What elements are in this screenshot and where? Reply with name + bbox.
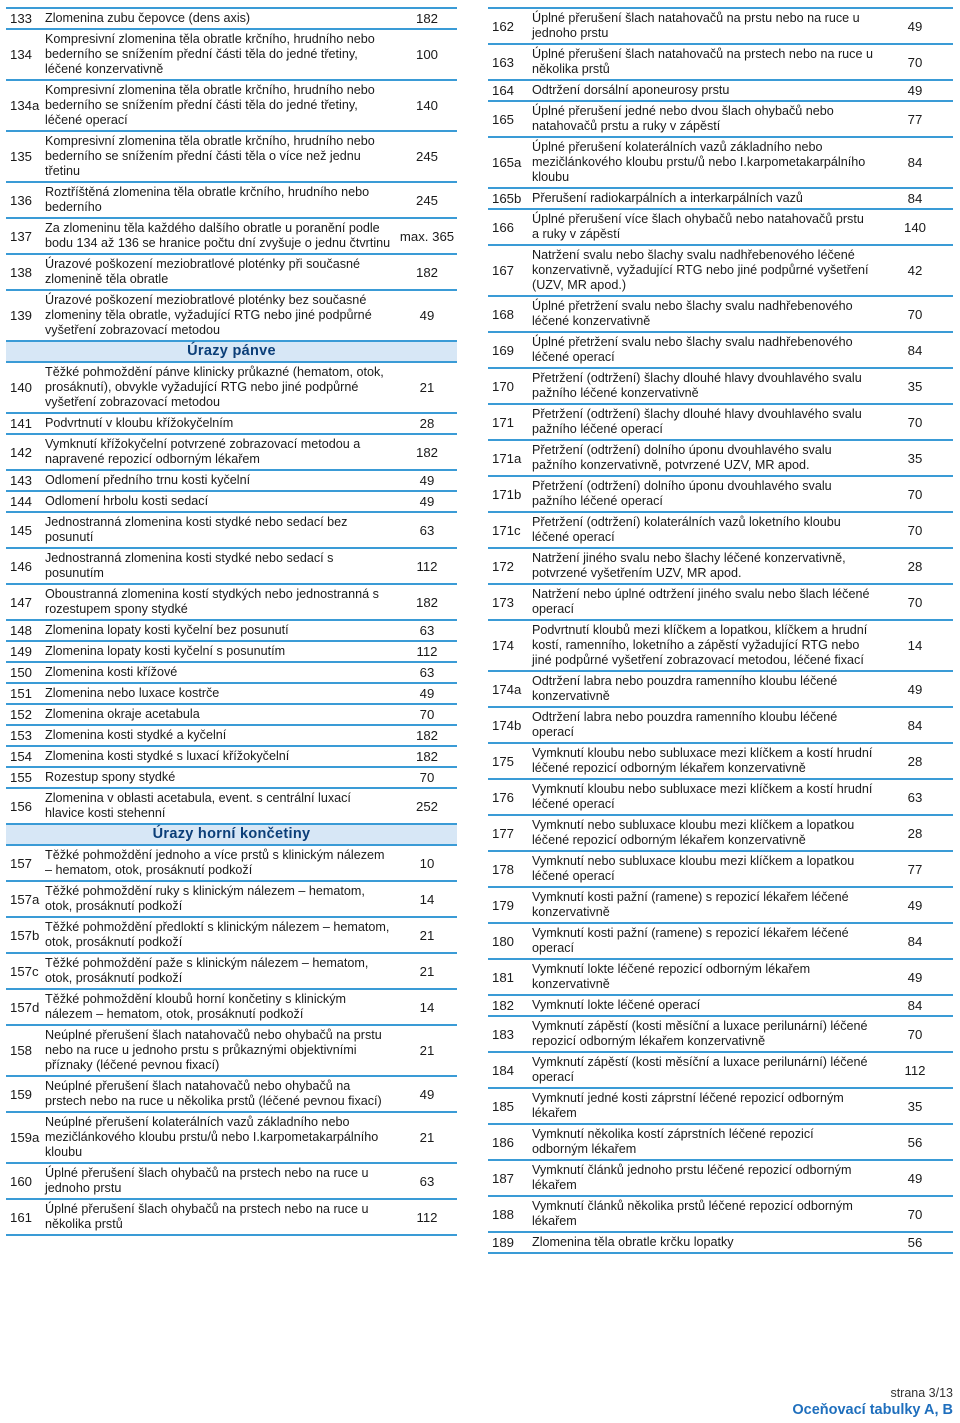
item-number: 187 (488, 1160, 530, 1196)
item-description: Úplné přerušení šlach natahovačů na prstu nebo na ruce u jednoho prstu (530, 8, 877, 44)
item-number: 166 (488, 209, 530, 245)
section-row (6, 341, 457, 362)
item-description: Odlomení hrbolu kosti sedací (43, 491, 397, 512)
item-days: 245 (397, 131, 457, 182)
item-number: 160 (6, 1163, 43, 1199)
item-description: Odtržení dorsální aponeurosy prstu (530, 80, 877, 101)
item-days: 63 (397, 512, 457, 548)
item-days: 84 (877, 332, 953, 368)
table-row (6, 620, 457, 641)
table-row (488, 101, 953, 137)
item-days: 28 (877, 743, 953, 779)
item-days: 56 (877, 1232, 953, 1253)
item-number: 139 (6, 290, 43, 341)
document-title: Oceňovací tabulky A, B (792, 1402, 953, 1418)
item-number: 188 (488, 1196, 530, 1232)
item-number: 163 (488, 44, 530, 80)
item-days: 84 (877, 188, 953, 209)
item-description: Těžké pohmoždění kloubů horní končetiny s klinickým nálezem – hematom, otok, prosáknutí podkoží (43, 989, 397, 1025)
item-days: 84 (877, 995, 953, 1016)
item-days: 70 (397, 767, 457, 788)
item-number: 143 (6, 470, 43, 491)
table-row (488, 296, 953, 332)
item-days: 56 (877, 1124, 953, 1160)
item-days: 100 (397, 29, 457, 80)
section-heading: Úrazy pánve (6, 341, 457, 362)
item-days: 112 (877, 1052, 953, 1088)
item-description: Kompresivní zlomenina těla obratle krčního, hrudního nebo bederního se snížením přední části těla do jedné třetiny, léčené operací (43, 80, 397, 131)
item-number: 145 (6, 512, 43, 548)
item-number: 153 (6, 725, 43, 746)
item-days: 14 (397, 989, 457, 1025)
table-row (488, 404, 953, 440)
item-description: Vymknutí zápěstí (kosti měsíční a luxace perilunární) léčené repozicí odborným lékařem konzervativně (530, 1016, 877, 1052)
item-days: 245 (397, 182, 457, 218)
item-days: max. 365 (397, 218, 457, 254)
table-row (488, 188, 953, 209)
right-column (488, 7, 953, 1254)
item-number: 175 (488, 743, 530, 779)
item-description: Neúplné přerušení šlach natahovačů nebo ohybačů na prstech nebo na ruce u několika prstů (léčené pevnou fixací) (43, 1076, 397, 1112)
table-row (488, 137, 953, 188)
item-days: 49 (397, 290, 457, 341)
item-description: Úrazové poškození meziobratlové ploténky při současné zlomenině těla obratle (43, 254, 397, 290)
item-description: Odlomení předního trnu kosti kyčelní (43, 470, 397, 491)
item-number: 180 (488, 923, 530, 959)
table-row (488, 1052, 953, 1088)
item-days: 63 (397, 1163, 457, 1199)
table-row (6, 953, 457, 989)
item-number: 134 (6, 29, 43, 80)
item-description: Vymknutí lokte léčené operací (530, 995, 877, 1016)
table-row (6, 881, 457, 917)
table-row (488, 245, 953, 296)
item-days: 70 (877, 44, 953, 80)
item-description: Úplné přetržení svalu nebo šlachy svalu nadhřebenového léčené operací (530, 332, 877, 368)
table-row (6, 1025, 457, 1076)
section-heading: Úrazy horní končetiny (6, 824, 457, 845)
table-row (6, 434, 457, 470)
item-number: 136 (6, 182, 43, 218)
item-days: 49 (877, 1160, 953, 1196)
item-days: 49 (877, 887, 953, 923)
table-row (6, 1076, 457, 1112)
item-days: 35 (877, 368, 953, 404)
item-description: Úrazové poškození meziobratlové ploténky bez současné zlomeniny těla obratle, vyžadující RTG nebo jiné podpůrné vyšetření zobrazovací metodou (43, 290, 397, 341)
item-days: 28 (877, 548, 953, 584)
table-row (6, 470, 457, 491)
item-days: 63 (397, 620, 457, 641)
item-number: 146 (6, 548, 43, 584)
item-days: 182 (397, 254, 457, 290)
item-number: 169 (488, 332, 530, 368)
item-days: 182 (397, 746, 457, 767)
item-days: 21 (397, 1025, 457, 1076)
table-row (6, 1112, 457, 1163)
item-description: Kompresivní zlomenina těla obratle krčního, hrudního nebo bederního se snížením přední části těla do jedné třetiny, léčené konzervativně (43, 29, 397, 80)
table-row (488, 440, 953, 476)
item-days: 112 (397, 1199, 457, 1235)
table-row (6, 767, 457, 788)
table-row (488, 851, 953, 887)
item-description: Vymknutí nebo subluxace kloubu mezi klíčkem a lopatkou léčené repozicí odborným lékařem konzervativně (530, 815, 877, 851)
item-description: Zlomenina lopaty kosti kyčelní bez posunutí (43, 620, 397, 641)
item-description: Zlomenina nebo luxace kostrče (43, 683, 397, 704)
item-description: Za zlomeninu těla každého dalšího obratle u poranění podle bodu 134 až 136 se hranice počtu dní zvyšuje o jednu čtvrtinu (43, 218, 397, 254)
item-number: 144 (6, 491, 43, 512)
item-number: 135 (6, 131, 43, 182)
table-row (6, 548, 457, 584)
item-days: 182 (397, 434, 457, 470)
item-description: Vymknutí kosti pažní (ramene) s repozicí lékařem léčené konzervativně (530, 887, 877, 923)
item-number: 142 (6, 434, 43, 470)
table-row (6, 254, 457, 290)
item-days: 49 (397, 1076, 457, 1112)
item-number: 172 (488, 548, 530, 584)
table-row (488, 995, 953, 1016)
item-description: Zlomenina těla obratle krčku lopatky (530, 1232, 877, 1253)
item-description: Vymknutí článků několika prstů léčené repozicí odborným lékařem (530, 1196, 877, 1232)
item-number: 147 (6, 584, 43, 620)
table-row (488, 80, 953, 101)
table-row (488, 1016, 953, 1052)
item-number: 167 (488, 245, 530, 296)
item-description: Přetržení (odtržení) dolního úponu dvouhlavého svalu pažního léčené operací (530, 476, 877, 512)
item-days: 252 (397, 788, 457, 824)
item-number: 150 (6, 662, 43, 683)
item-days: 63 (397, 662, 457, 683)
table-row (6, 1199, 457, 1235)
table-row (488, 44, 953, 80)
table-row (488, 815, 953, 851)
table-row (6, 8, 457, 29)
table-row (488, 512, 953, 548)
table-row (6, 29, 457, 80)
item-description: Zlomenina kosti křížové (43, 662, 397, 683)
item-days: 112 (397, 641, 457, 662)
item-days: 70 (877, 404, 953, 440)
item-description: Kompresivní zlomenina těla obratle krčního, hrudního nebo bederního se snížením přední části těla o více než jednu třetinu (43, 131, 397, 182)
item-description: Těžké pohmoždění paže s klinickým nálezem – hematom, otok, prosáknutí podkoží (43, 953, 397, 989)
item-description: Přetržení (odtržení) kolaterálních vazů loketního kloubu léčené operací (530, 512, 877, 548)
table-row (6, 290, 457, 341)
right-table (488, 7, 953, 1254)
table-row (6, 1163, 457, 1199)
item-description: Úplné přetržení svalu nebo šlachy svalu nadhřebenového léčené konzervativně (530, 296, 877, 332)
item-days: 28 (397, 413, 457, 434)
item-days: 84 (877, 707, 953, 743)
item-number: 133 (6, 8, 43, 29)
item-description: Neúplné přerušení kolaterálních vazů základního nebo mezičlánkového kloubu prstu/ů nebo I.karpometakarpálního kloubu (43, 1112, 397, 1163)
item-description: Rozestup spony stydké (43, 767, 397, 788)
item-description: Jednostranná zlomenina kosti stydké nebo sedací bez posunutí (43, 512, 397, 548)
table-row (6, 182, 457, 218)
table-row (488, 476, 953, 512)
table-row (6, 989, 457, 1025)
table-row (6, 704, 457, 725)
item-description: Vymknutí kloubu nebo subluxace mezi klíčkem a kostí hrudní léčené repozicí odborným lékařem konzervativně (530, 743, 877, 779)
item-number: 174 (488, 620, 530, 671)
item-days: 70 (877, 584, 953, 620)
item-number: 151 (6, 683, 43, 704)
table-row (488, 671, 953, 707)
item-days: 49 (877, 8, 953, 44)
item-description: Vymknutí zápěstí (kosti měsíční a luxace perilunární) léčené operací (530, 1052, 877, 1088)
item-number: 141 (6, 413, 43, 434)
item-description: Vymknutí kosti pažní (ramene) s repozicí lékařem léčené operací (530, 923, 877, 959)
item-number: 164 (488, 80, 530, 101)
item-days: 10 (397, 845, 457, 881)
item-days: 70 (877, 512, 953, 548)
item-description: Těžké pohmoždění pánve klinicky průkazné (hematom, otok, prosáknutí), obvykle vyžadující RTG nebo jiné podpůrné vyšetření zobrazovací metodou (43, 362, 397, 413)
item-number: 157b (6, 917, 43, 953)
item-number: 152 (6, 704, 43, 725)
item-days: 49 (877, 80, 953, 101)
item-number: 182 (488, 995, 530, 1016)
item-days: 84 (877, 923, 953, 959)
item-days: 182 (397, 725, 457, 746)
item-description: Podvrtnutí kloubů mezi klíčkem a lopatkou, klíčkem a hrudní kostí, ramenního, loketního a zápěstí vyžadující RTG nebo jiné podpůrné vyšetření zobrazovací metodou, léčené fixací (530, 620, 877, 671)
item-description: Zlomenina zubu čepovce (dens axis) (43, 8, 397, 29)
table-row (488, 1088, 953, 1124)
item-days: 63 (877, 779, 953, 815)
section-row (6, 824, 457, 845)
item-number: 157 (6, 845, 43, 881)
table-row (6, 662, 457, 683)
item-number: 171a (488, 440, 530, 476)
item-number: 178 (488, 851, 530, 887)
item-number: 148 (6, 620, 43, 641)
table-row (488, 584, 953, 620)
item-description: Jednostranná zlomenina kosti stydké nebo sedací s posunutím (43, 548, 397, 584)
item-description: Odtržení labra nebo pouzdra ramenního kloubu léčené operací (530, 707, 877, 743)
item-description: Přetržení (odtržení) šlachy dlouhé hlavy dvouhlavého svalu pažního léčené konzervativně (530, 368, 877, 404)
item-description: Úplné přerušení šlach natahovačů na prstech nebo na ruce u několika prstů (530, 44, 877, 80)
item-number: 171c (488, 512, 530, 548)
table-row (488, 1124, 953, 1160)
table-row (488, 1160, 953, 1196)
table-row (488, 959, 953, 995)
item-number: 171b (488, 476, 530, 512)
item-days: 70 (877, 1196, 953, 1232)
item-days: 21 (397, 1112, 457, 1163)
table-row (488, 779, 953, 815)
item-description: Natržení nebo úplné odtržení jiného svalu nebo šlach léčené operací (530, 584, 877, 620)
item-number: 156 (6, 788, 43, 824)
item-description: Úplné přerušení více šlach ohybačů nebo natahovačů prstu a ruky v zápěstí (530, 209, 877, 245)
table-row (488, 707, 953, 743)
item-number: 158 (6, 1025, 43, 1076)
item-description: Vymknutí nebo subluxace kloubu mezi klíčkem a lopatkou léčené operací (530, 851, 877, 887)
item-number: 154 (6, 746, 43, 767)
table-row (488, 332, 953, 368)
item-days: 49 (877, 671, 953, 707)
item-description: Odtržení labra nebo pouzdra ramenního kloubu léčené konzervativně (530, 671, 877, 707)
item-number: 165a (488, 137, 530, 188)
item-number: 174b (488, 707, 530, 743)
item-days: 70 (877, 1016, 953, 1052)
item-number: 159 (6, 1076, 43, 1112)
item-number: 155 (6, 767, 43, 788)
item-description: Zlomenina kosti stydké s luxací křížokyčelní (43, 746, 397, 767)
item-days: 42 (877, 245, 953, 296)
item-description: Zlomenina kosti stydké a kyčelní (43, 725, 397, 746)
item-days: 14 (397, 881, 457, 917)
item-description: Vymknutí kloubu nebo subluxace mezi klíčkem a kostí hrudní léčené operací (530, 779, 877, 815)
table-row (488, 620, 953, 671)
table-row (488, 1232, 953, 1253)
item-number: 138 (6, 254, 43, 290)
page-footer (792, 1385, 953, 1419)
item-number: 159a (6, 1112, 43, 1163)
item-description: Vymknutí lokte léčené repozicí odborným lékařem konzervativně (530, 959, 877, 995)
table-row (6, 413, 457, 434)
item-days: 49 (397, 683, 457, 704)
item-days: 140 (877, 209, 953, 245)
item-days: 182 (397, 584, 457, 620)
table-row (6, 788, 457, 824)
item-number: 157d (6, 989, 43, 1025)
item-description: Zlomenina v oblasti acetabula, event. s centrální luxací hlavice kosti stehenní (43, 788, 397, 824)
item-days: 182 (397, 8, 457, 29)
item-number: 161 (6, 1199, 43, 1235)
item-number: 185 (488, 1088, 530, 1124)
table-row (6, 512, 457, 548)
table-row (488, 1196, 953, 1232)
item-number: 140 (6, 362, 43, 413)
item-number: 165b (488, 188, 530, 209)
item-days: 77 (877, 101, 953, 137)
item-days: 28 (877, 815, 953, 851)
item-description: Úplné přerušení jedné nebo dvou šlach ohybačů nebo natahovačů prstu a ruky v zápěstí (530, 101, 877, 137)
item-days: 21 (397, 953, 457, 989)
item-number: 176 (488, 779, 530, 815)
table-row (488, 548, 953, 584)
table-row (6, 917, 457, 953)
item-description: Roztříštěná zlomenina těla obratle krčního, hrudního nebo bederního (43, 182, 397, 218)
table-row (6, 845, 457, 881)
item-days: 84 (877, 137, 953, 188)
item-number: 134a (6, 80, 43, 131)
table-row (6, 584, 457, 620)
page-number: strana 3/13 (890, 1386, 953, 1400)
item-days: 70 (397, 704, 457, 725)
item-days: 49 (877, 959, 953, 995)
item-description: Vymknutí několika kostí záprstních léčené repozicí odborným lékařem (530, 1124, 877, 1160)
item-number: 179 (488, 887, 530, 923)
item-description: Těžké pohmoždění předloktí s klinickým nálezem – hematom, otok, prosáknutí podkoží (43, 917, 397, 953)
item-description: Natržení jiného svalu nebo šlachy léčené konzervativně, potvrzené vyšetřením UZV, MR apod. (530, 548, 877, 584)
item-number: 186 (488, 1124, 530, 1160)
left-column (6, 7, 457, 1236)
item-description: Přetržení (odtržení) šlachy dlouhé hlavy dvouhlavého svalu pažního léčené operací (530, 404, 877, 440)
item-number: 157c (6, 953, 43, 989)
item-description: Úplné přerušení kolaterálních vazů základního nebo mezičlánkového kloubu prstu/ů nebo I.karpometakarpálního kloubu (530, 137, 877, 188)
item-description: Těžké pohmoždění jednoho a více prstů s klinickým nálezem – hematom, otok, prosáknutí podkoží (43, 845, 397, 881)
table-row (6, 683, 457, 704)
item-days: 49 (397, 491, 457, 512)
item-days: 112 (397, 548, 457, 584)
table-row (488, 209, 953, 245)
table-row (6, 362, 457, 413)
table-row (488, 743, 953, 779)
table-row (488, 887, 953, 923)
item-number: 157a (6, 881, 43, 917)
item-description: Zlomenina okraje acetabula (43, 704, 397, 725)
item-number: 181 (488, 959, 530, 995)
item-number: 168 (488, 296, 530, 332)
item-number: 165 (488, 101, 530, 137)
item-description: Vymknutí článků jednoho prstu léčené repozicí odborným lékařem (530, 1160, 877, 1196)
table-row (6, 218, 457, 254)
item-days: 140 (397, 80, 457, 131)
table-row (6, 725, 457, 746)
item-number: 149 (6, 641, 43, 662)
table-row (6, 80, 457, 131)
item-days: 21 (397, 917, 457, 953)
item-days: 77 (877, 851, 953, 887)
table-row (488, 8, 953, 44)
item-number: 189 (488, 1232, 530, 1253)
item-number: 184 (488, 1052, 530, 1088)
item-number: 177 (488, 815, 530, 851)
table-row (488, 923, 953, 959)
item-number: 173 (488, 584, 530, 620)
item-number: 174a (488, 671, 530, 707)
table-row (6, 491, 457, 512)
item-days: 70 (877, 476, 953, 512)
table-row (6, 641, 457, 662)
item-description: Vymknutí jedné kosti záprstní léčené repozicí odborným lékařem (530, 1088, 877, 1124)
item-number: 137 (6, 218, 43, 254)
item-days: 70 (877, 296, 953, 332)
item-description: Oboustranná zlomenina kostí stydkých nebo jednostranná s rozestupem spony stydké (43, 584, 397, 620)
item-days: 14 (877, 620, 953, 671)
item-description: Úplné přerušení šlach ohybačů na prstech nebo na ruce u několika prstů (43, 1199, 397, 1235)
item-description: Neúplné přerušení šlach natahovačů nebo ohybačů na prstu nebo na ruce u jednoho prstu s průkaznými objektivními příznaky (léčené pevnou fixací) (43, 1025, 397, 1076)
item-number: 162 (488, 8, 530, 44)
table-row (488, 368, 953, 404)
item-description: Natržení svalu nebo šlachy svalu nadhřebenového léčené konzervativně, vyžadující RTG nebo jiné podpůrné vyšetření (UZV, MR apod.) (530, 245, 877, 296)
item-description: Zlomenina lopaty kosti kyčelní s posunutím (43, 641, 397, 662)
item-description: Přetržení (odtržení) dolního úponu dvouhlavého svalu pažního konzervativně, potvrzené UZV, MR apod. (530, 440, 877, 476)
item-description: Podvrtnutí v kloubu křížokyčelním (43, 413, 397, 434)
item-description: Přerušení radiokarpálních a interkarpálních vazů (530, 188, 877, 209)
item-number: 171 (488, 404, 530, 440)
left-table (6, 7, 457, 1236)
item-number: 170 (488, 368, 530, 404)
item-number: 183 (488, 1016, 530, 1052)
item-description: Těžké pohmoždění ruky s klinickým nálezem – hematom, otok, prosáknutí podkoží (43, 881, 397, 917)
table-row (6, 746, 457, 767)
table-row (6, 131, 457, 182)
item-description: Vymknutí křížokyčelní potvrzené zobrazovací metodou a napravené repozicí odborným lékařem (43, 434, 397, 470)
item-days: 35 (877, 1088, 953, 1124)
item-days: 49 (397, 470, 457, 491)
item-description: Úplné přerušení šlach ohybačů na prstech nebo na ruce u jednoho prstu (43, 1163, 397, 1199)
item-days: 21 (397, 362, 457, 413)
item-days: 35 (877, 440, 953, 476)
